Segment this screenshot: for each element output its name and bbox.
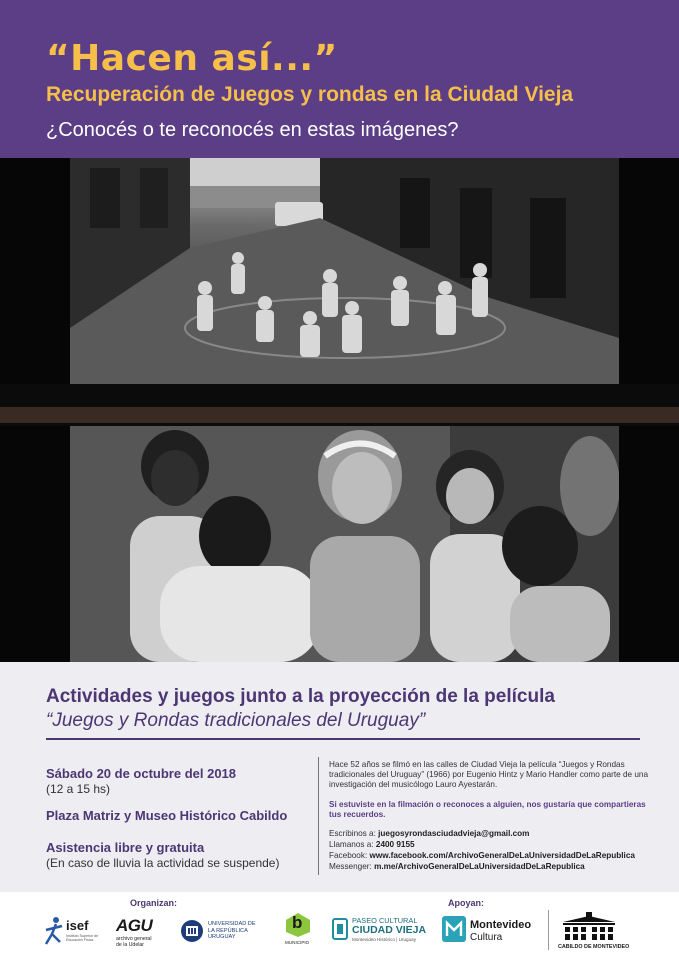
film-divider — [0, 384, 679, 426]
column-divider — [318, 757, 319, 875]
apoyan-label: Apoyan: — [448, 898, 484, 908]
udelar-logo: UNIVERSIDAD DE LA REPÚBLICA URUGUAY — [180, 912, 260, 952]
event-time: (12 a 15 hs) — [46, 782, 111, 796]
messenger-label: Messenger: — [329, 862, 372, 871]
event-rain-note: (En caso de lluvia la actividad se suspende) — [46, 856, 280, 870]
cabildo-logo: CABILDO DE MONTEVIDEO — [556, 912, 622, 952]
email-label: Escribinos a: — [329, 829, 376, 838]
event-heading: Actividades y juegos junto a la proyección de la película — [46, 686, 555, 707]
facebook-link[interactable]: www.facebook.com/ArchivoGeneralDeLaUniversidadDeLaRepublica — [369, 851, 635, 860]
paseo-cultural-logo: PASEO CULTURAL CIUDAD VIEJA Montevideo Histórico | Uruguay — [332, 912, 432, 952]
footer-divider — [548, 910, 549, 950]
section-rule — [46, 738, 640, 740]
header-question: ¿Conocés o te reconocés en estas imágenes? — [46, 119, 459, 141]
facebook-label: Facebook: — [329, 851, 368, 860]
event-place: Plaza Matriz y Museo Histórico Cabildo — [46, 808, 288, 823]
udelar-shield-icon — [180, 918, 204, 944]
film-description: Hace 52 años se filmó en las calles de Ciudad Vieja la película “Juegos y Rondas tradicionales del Uruguay” (1966) por Eugenio Hintz y Mario Handler como parte de una investigación del musicólogo Lauro Ayestarán. — [329, 760, 649, 789]
email-link[interactable]: juegosyrondasciudadvieja@gmail.com — [378, 829, 530, 838]
page-title: “Hacen así...” — [46, 38, 338, 79]
paseo-cultural-icon — [332, 918, 348, 940]
contact-messenger-row — [329, 862, 669, 872]
event-admission: Asistencia libre y gratuita — [46, 840, 205, 855]
contact-email-row — [329, 829, 669, 839]
phone-number[interactable]: 2400 9155 — [375, 840, 415, 849]
montevideo-cultura-logo: Montevideo Cultura — [442, 912, 534, 952]
isef-figure-icon — [44, 916, 64, 946]
isef-logo: isef Instituto Superior de Educación Física — [44, 912, 110, 952]
organizan-label: Organizan: — [130, 898, 178, 908]
municipio-b-logo: b MUNICIPIO — [285, 913, 310, 945]
page-subtitle: Recuperación de Juegos y rondas en la Ciudad Vieja — [46, 83, 574, 106]
agu-logo: AGU archivo general de la Udelar — [116, 916, 153, 948]
street-scene-photo — [70, 158, 619, 384]
messenger-link[interactable]: m.me/ArchivoGeneralDeLaUniversidadDeLaRepublica — [374, 862, 585, 871]
contact-phone-row — [329, 840, 669, 850]
memories-request: Si estuviste en la filmación o reconoces a alguien, nos gustaría que compartieras tus recuerdos. — [329, 800, 646, 819]
montevideo-m-icon — [442, 916, 466, 942]
film-stills — [0, 158, 679, 662]
children-closeup-photo — [70, 426, 619, 662]
event-date: Sábado 20 de octubre del 2018 — [46, 766, 237, 781]
film-title: “Juegos y Rondas tradicionales del Uruguay” — [46, 710, 426, 731]
phone-label: Llamanos a: — [329, 840, 374, 849]
cabildo-building-icon — [559, 912, 619, 942]
contact-facebook-row — [329, 851, 669, 861]
